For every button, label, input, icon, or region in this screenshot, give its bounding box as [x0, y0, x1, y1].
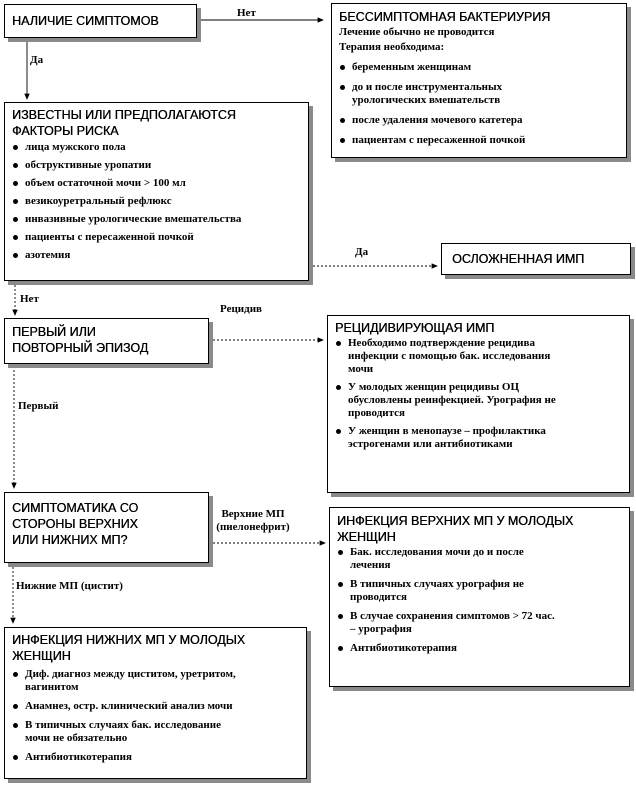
label-verhnie: Верхние МП (пиелонефрит) — [216, 508, 290, 533]
label-net-top: Нет — [237, 7, 256, 19]
treatment-note: Лечение обычно не проводится — [339, 26, 495, 38]
list-item: лица мужского пола — [12, 141, 304, 154]
label-perviy: Первый — [18, 400, 59, 412]
list-item: обструктивные уропатии — [12, 159, 304, 172]
list-item: У молодых женщин рецидивы ОЦ обусловлены реинфекцией. Урография не проводится — [335, 381, 625, 420]
list-item: Антибиотикотерапия — [337, 642, 625, 655]
episode-box — [4, 318, 209, 364]
list-item: У женщин в менопаузе – профилактика эстрогенами или антибиотиками — [335, 425, 625, 451]
therapy-needed-label: Терапия необходима: — [339, 41, 445, 53]
label-nizhnie: Нижние МП (цистит) — [16, 580, 123, 592]
list-item: пациентам с пересаженной почкой — [339, 134, 622, 147]
label-da-complicated: Да — [355, 246, 369, 258]
label-da-left: Да — [30, 54, 44, 66]
list-item: В типичных случаях бак. исследование мочи не обязательно — [12, 719, 302, 745]
box-title: ИНФЕКЦИЯ НИЖНИХ МП У МОЛОДЫХ ЖЕНЩИН — [12, 633, 246, 663]
recurrent-uti-box — [327, 315, 630, 493]
box-title: ИНФЕКЦИЯ ВЕРХНИХ МП У МОЛОДЫХ ЖЕНЩИН — [337, 514, 574, 544]
risk-factors-list — [12, 141, 304, 262]
box-title: БЕССИМПТОМНАЯ БАКТЕРИУРИЯ — [339, 10, 551, 24]
box-title: РЕЦИДИВИРУЮЩАЯ ИМП — [335, 321, 495, 335]
upper-tract-infection-box — [329, 507, 630, 687]
list-item: инвазивные урологические вмешательства — [12, 213, 304, 226]
list-item: Бак. исследования мочи до и после лечения — [337, 546, 625, 572]
list-item: азотемия — [12, 249, 304, 262]
box-title: НАЛИЧИЕ СИМПТОМОВ — [12, 14, 159, 28]
list-item: Необходимо подтверждение рецидива инфекции с помощью бак. исследования мочи — [335, 337, 625, 376]
complicated-uti-box — [441, 243, 631, 275]
asymptomatic-bacteriuria-box — [331, 3, 627, 158]
list-item: В типичных случаях урография не проводится — [337, 578, 625, 604]
list-item: Анамнез, остр. клинический анализ мочи — [12, 700, 302, 713]
list-item: Антибиотикотерапия — [12, 751, 302, 764]
lower-tract-infection-box — [4, 627, 307, 779]
box-title: ИЗВЕСТНЫ ИЛИ ПРЕДПОЛАГАЮТСЯ ФАКТОРЫ РИСКА — [12, 108, 236, 138]
upper-tract-list — [337, 546, 625, 655]
label-recidiv: Рецидив — [220, 303, 262, 315]
list-item: везикоуретральный рефлюкс — [12, 195, 304, 208]
list-item: после удаления мочевого катетера — [339, 114, 622, 127]
lower-tract-list — [12, 668, 302, 764]
label-net-episode: Нет — [20, 293, 39, 305]
recurrent-uti-list — [335, 337, 625, 451]
box-title: ОСЛОЖНЕННАЯ ИМП — [452, 252, 585, 266]
list-item: Диф. диагноз между циститом, уретритом, вагинитом — [12, 668, 302, 694]
symptom-location-box — [4, 492, 209, 563]
box-title: СИМПТОМАТИКА СО СТОРОНЫ ВЕРХНИХ ИЛИ НИЖНИХ МП? — [12, 501, 139, 547]
list-item: пациенты с пересаженной почкой — [12, 231, 304, 244]
symptoms-present-box — [4, 4, 197, 38]
list-item: беременным женщинам — [339, 61, 622, 74]
box-title: ПЕРВЫЙ ИЛИ ПОВТОРНЫЙ ЭПИЗОД — [12, 325, 149, 355]
therapy-indications-list — [339, 61, 622, 147]
list-item: до и после инструментальных урологических вмешательств — [339, 81, 622, 107]
list-item: В случае сохранения симптомов > 72 час. – урография — [337, 610, 625, 636]
list-item: объем остаточной мочи > 100 мл — [12, 177, 304, 190]
risk-factors-box — [4, 102, 309, 281]
